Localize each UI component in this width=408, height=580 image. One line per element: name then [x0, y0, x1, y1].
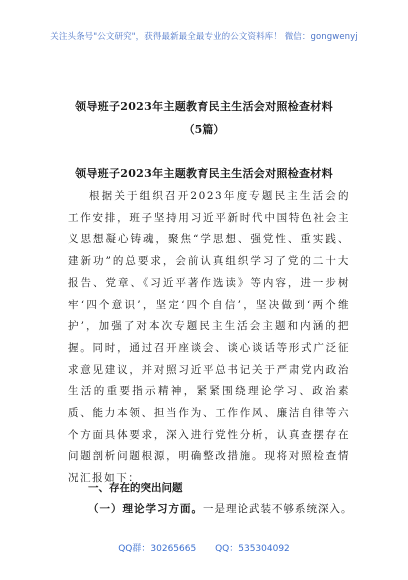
sub-text: 一是理论武装不够系统深入。: [203, 503, 353, 515]
document-title: 领导班子2023年主题教育民主生活会对照检查材料: [75, 100, 333, 113]
section-title: 领导班子2023年主题教育民主生活会对照检查材料: [75, 167, 333, 180]
footer-qq-group: QQ群：30265665: [118, 544, 197, 554]
body-paragraph: 根据关于组织召开2023年度专题民主生活会的工作安排，班子坚持用习近平新时代中国特色社会主义思想凝心铸魂，聚焦“学思想、强党性、重实践、建新功”的总要求，会前认真组织学习了党的二十大报告、党章、《习近平著作选读》等内容，进一步树牢‘四个意识’，坚定‘四个自信’，坚决做到‘两个维护’，加强了对本次专题民主生活会主题和内涵的把握。同时，通过召开座谈会、谈心谈话等形式广泛征求意见建议，并对照习近平总书记关于严肃党内政治生活的重要指示精神，紧紧围绕理论学习、政治素质、能力本领、担当作为、工作作风、廉洁自律等六个方面具体要求，深入进行党性分析，认真查摆存在问题剖析问题根源，明确整改措施。现将对照检查情况汇报如下：: [68, 190, 350, 485]
sub-paragraph: [88, 501, 358, 516]
footer-qq: QQ：535304092: [215, 544, 290, 554]
footer-contacts: [0, 541, 408, 554]
document-count: （5篇）: [183, 123, 225, 136]
sub-heading: （一）理论学习方面。: [88, 503, 203, 515]
section-heading: 一、存在的突出问题: [88, 482, 183, 494]
header-banner: 关注头条号"公文研究"，获得最新最全最专业的公文资料库！ 微信：gongwenyj: [50, 32, 358, 42]
